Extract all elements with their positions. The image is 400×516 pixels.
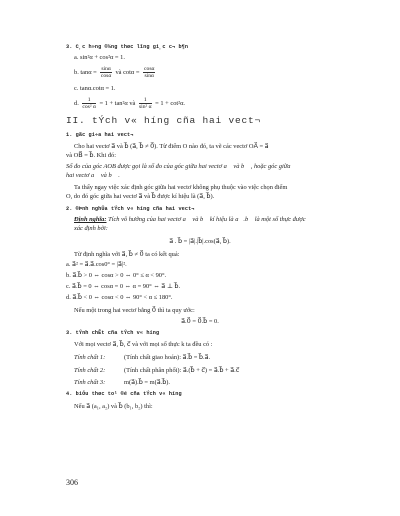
identity-b <box>74 66 157 79</box>
identity-a: a. sin²α + cos²α = 1. <box>74 54 125 61</box>
heading-definition: 2. ®Þnh nghÜa tÝch v« híng cña hai vect¬ <box>66 206 195 212</box>
property-2-text: (Tính chất phân phối): a⃗.(b⃗ + c⃗) = a⃗.b⃗ + a⃗.c⃗ <box>124 367 240 374</box>
identity-b-mid: và cotα = <box>115 68 140 76</box>
heading-coordinates: 4. biÓu thøc to¹ ®é cña tÝch v« híng <box>66 391 182 397</box>
definition-text: Tích vô hướng của hai vectơ a⃗ và b⃗ kí hiệu là a⃗.b⃗ là một số thực được <box>108 216 306 223</box>
fraction-denominator: cos² α <box>82 104 96 110</box>
definition-line-2: xác định bởi: <box>74 225 108 232</box>
dot-product-formula: a⃗ . b⃗ = |a⃗|.|b⃗|.cos(a⃗, b⃗). <box>169 238 231 245</box>
paragraph-7: Nếu a⃗ (a₁, a₂) và b⃗ (b₁, b₂) thì: <box>74 403 153 410</box>
definition-label: Định nghĩa: <box>74 216 107 223</box>
paragraph-1-line-1: Cho hai vectơ a⃗ và b⃗ (a⃗, b⃗ ≠ 0⃗). Từ điểm O nào đó, ta vẽ các vectơ OA⃗ = a⃗ <box>74 143 269 150</box>
fraction-sin-cos <box>100 66 111 79</box>
heading-angle: 1. gãc gi÷a hai vect¬ <box>66 132 134 138</box>
zero-vector-formula: a⃗.0⃗ = 0⃗.b⃗ = 0. <box>181 318 219 325</box>
property-1 <box>74 354 210 362</box>
fraction-one-sin2 <box>139 97 152 110</box>
property-1-label: Tính chất 1: <box>74 354 106 361</box>
property-1-text: (Tính chất giao hoán): a⃗.b⃗ = b⃗.a⃗. <box>124 354 211 361</box>
paragraph-2-line-2: hai vectơ a⃗ và b⃗ . <box>66 172 120 179</box>
identity-d-end: = 1 + cot²α. <box>155 99 186 107</box>
fraction-numerator: sinα <box>101 66 111 72</box>
paragraph-1-line-2: và OB⃗ = b⃗. Khi đó: <box>66 152 117 159</box>
result-a: a. a⃗² = a⃗.a⃗.cos0° = |a⃗|². <box>66 261 127 268</box>
identity-d-mid: = 1 + tan²α và <box>99 99 136 107</box>
fraction-cos-sin <box>143 66 155 79</box>
identity-c: c. tanα.cotα = 1. <box>74 85 116 92</box>
fraction-numerator: 1 <box>139 97 152 104</box>
fraction-numerator: cosα <box>144 66 155 72</box>
heading-identities: 3. C¸c h»ng ®¼ng thøc lîng gi¸c c¬ b¶n <box>66 44 189 50</box>
fraction-denominator: sin² α <box>139 104 152 110</box>
identity-d-prefix: d. <box>74 99 79 107</box>
paragraph-2-line-1: Số đo của góc AOB được gọi là số đo của góc giữa hai vectơ a⃗ và b⃗ , hoặc góc giữa <box>66 163 291 170</box>
fraction-denominator: sinα <box>144 73 154 79</box>
fraction-numerator: 1 <box>82 97 95 104</box>
result-d: d. a⃗.b⃗ < 0 ⇔ cosα < 0 ⇔ 90° < α ≤ 180°. <box>66 294 173 301</box>
property-3 <box>74 379 170 387</box>
paragraph-3-line-1: Ta thấy ngay việc xác định góc giữa hai vectơ không phụ thuộc vào việc chọn điểm <box>74 184 288 191</box>
fraction-one-cos2 <box>82 97 95 110</box>
result-c: c. a⃗.b⃗ = 0 ⇔ cosα = 0 ⇔ α = 90° ⇔ a⃗ ⊥ b⃗. <box>66 283 181 290</box>
paragraph-5: Nếu một trong hai vectơ bằng 0⃗ thì ta quy ước: <box>74 307 195 314</box>
section-title-dot-product: II. tÝch v« híng cña hai vect¬ <box>66 115 262 126</box>
page-number: 306 <box>66 478 78 487</box>
property-3-text: m(a⃗).b⃗ = m(a⃗.b⃗). <box>124 379 170 386</box>
identity-d <box>74 97 185 110</box>
property-3-label: Tính chất 3: <box>74 379 106 386</box>
result-b: b. a⃗.b⃗ > 0 ⇔ cosα > 0 ⇔ 0° ≤ α < 90°. <box>66 272 167 279</box>
paragraph-4: Từ định nghĩa với a⃗, b⃗ ≠ 0⃗ ta có kết quả: <box>74 251 180 258</box>
definition-line-1 <box>74 216 306 224</box>
fraction-denominator: cosα <box>100 73 112 79</box>
paragraph-3-line-2: O, do đó góc giữa hai vectơ a⃗ và b⃗ được kí hiệu là (a⃗, b⃗). <box>66 193 215 200</box>
paragraph-6: Với mọi vectơ a⃗, b⃗, c⃗ và với mọi số thực k ta đều có : <box>74 341 213 348</box>
property-2-label: Tính chất 2: <box>74 367 106 374</box>
property-2 <box>74 367 239 375</box>
identity-b-prefix: b. tanα = <box>74 68 97 76</box>
heading-properties: 3. tÝnh chÊt cña tÝch v« híng <box>66 330 160 336</box>
